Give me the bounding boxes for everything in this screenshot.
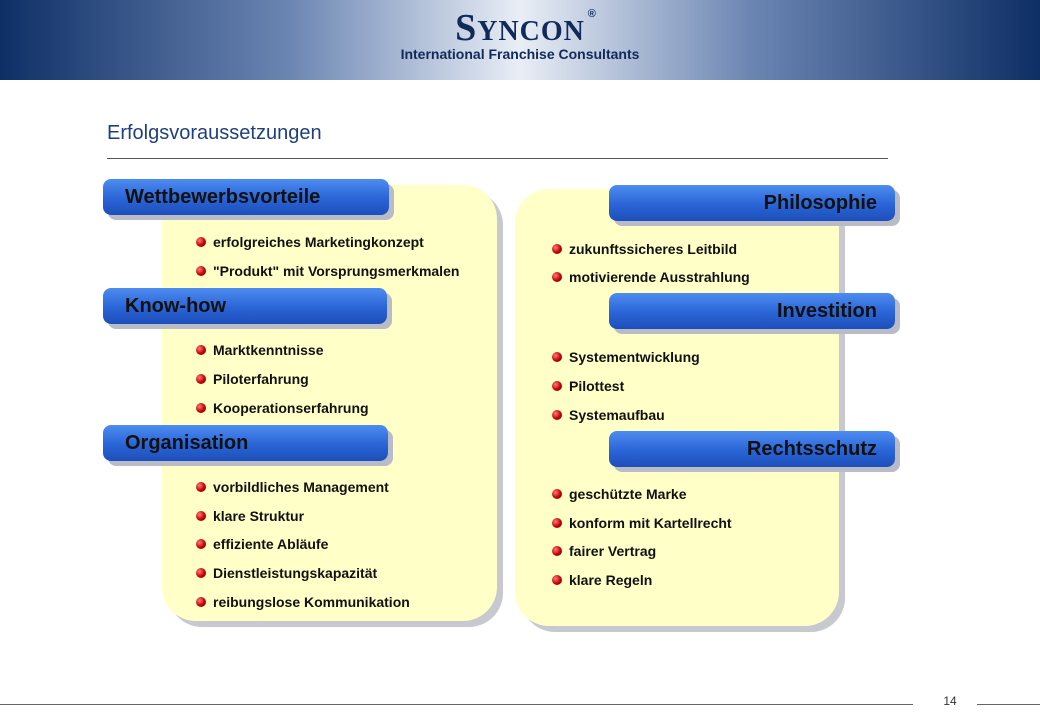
list-item: motivierende Ausstrahlung	[569, 269, 750, 285]
list-item: Systementwicklung	[569, 349, 700, 365]
list-item: Marktkenntnisse	[213, 342, 323, 358]
bullet-icon	[196, 374, 206, 384]
list-item: konform mit Kartellrecht	[569, 515, 732, 531]
logo	[0, 6, 1040, 50]
list-item: erfolgreiches Marketingkonzept	[213, 234, 424, 250]
bullet-icon	[196, 345, 206, 355]
bullet-icon	[552, 489, 562, 499]
list-item: geschützte Marke	[569, 486, 686, 502]
bullet-icon	[196, 597, 206, 607]
slide-title: Erfolgsvoraussetzungen	[107, 122, 322, 144]
list-item: Pilottest	[569, 378, 624, 394]
list-item: reibungslose Kommunikation	[213, 594, 410, 610]
registered-mark: ®	[587, 8, 597, 20]
footer-divider-right	[977, 704, 1040, 705]
bullet-icon	[196, 266, 206, 276]
bullet-icon	[552, 410, 562, 420]
list-item: Kooperationserfahrung	[213, 400, 369, 416]
tagline: International Franchise Consultants	[400, 46, 640, 62]
bullet-icon	[552, 272, 562, 282]
list-item: klare Regeln	[569, 572, 652, 588]
bullet-icon	[196, 403, 206, 413]
bullet-icon	[196, 237, 206, 247]
heading-philosophie: Philosophie	[609, 185, 895, 221]
heading-organisation: Organisation	[103, 425, 388, 461]
logo-initial: S	[455, 7, 478, 49]
list-item: Dienstleistungskapazität	[213, 565, 377, 581]
heading-wettbewerbsvorteile: Wettbewerbsvorteile	[103, 179, 389, 215]
list-item: klare Struktur	[213, 508, 304, 524]
bullet-icon	[552, 546, 562, 556]
header-banner	[0, 0, 1040, 80]
heading-know-how: Know-how	[103, 288, 387, 324]
list-item: vorbildliches Management	[213, 479, 389, 495]
list-item: Piloterfahrung	[213, 371, 309, 387]
list-item: fairer Vertrag	[569, 543, 656, 559]
page-number: 14	[943, 694, 957, 708]
logo-wordmark	[455, 6, 597, 50]
list-item: zukunftssicheres Leitbild	[569, 241, 737, 257]
bullet-icon	[552, 244, 562, 254]
heading-investition: Investition	[609, 293, 895, 329]
title-divider	[107, 158, 888, 159]
bullet-icon	[552, 352, 562, 362]
bullet-icon	[196, 539, 206, 549]
bullet-icon	[552, 518, 562, 528]
bullet-icon	[552, 381, 562, 391]
heading-rechtsschutz: Rechtsschutz	[609, 431, 895, 467]
bullet-icon	[552, 575, 562, 585]
bullet-icon	[196, 511, 206, 521]
list-item: "Produkt" mit Vorsprungsmerkmalen	[213, 263, 459, 279]
list-item: effiziente Abläufe	[213, 536, 328, 552]
logo-rest: YNCON	[477, 16, 585, 47]
bullet-icon	[196, 568, 206, 578]
bullet-icon	[196, 482, 206, 492]
list-item: Systemaufbau	[569, 407, 665, 423]
footer-divider-left	[0, 704, 913, 705]
